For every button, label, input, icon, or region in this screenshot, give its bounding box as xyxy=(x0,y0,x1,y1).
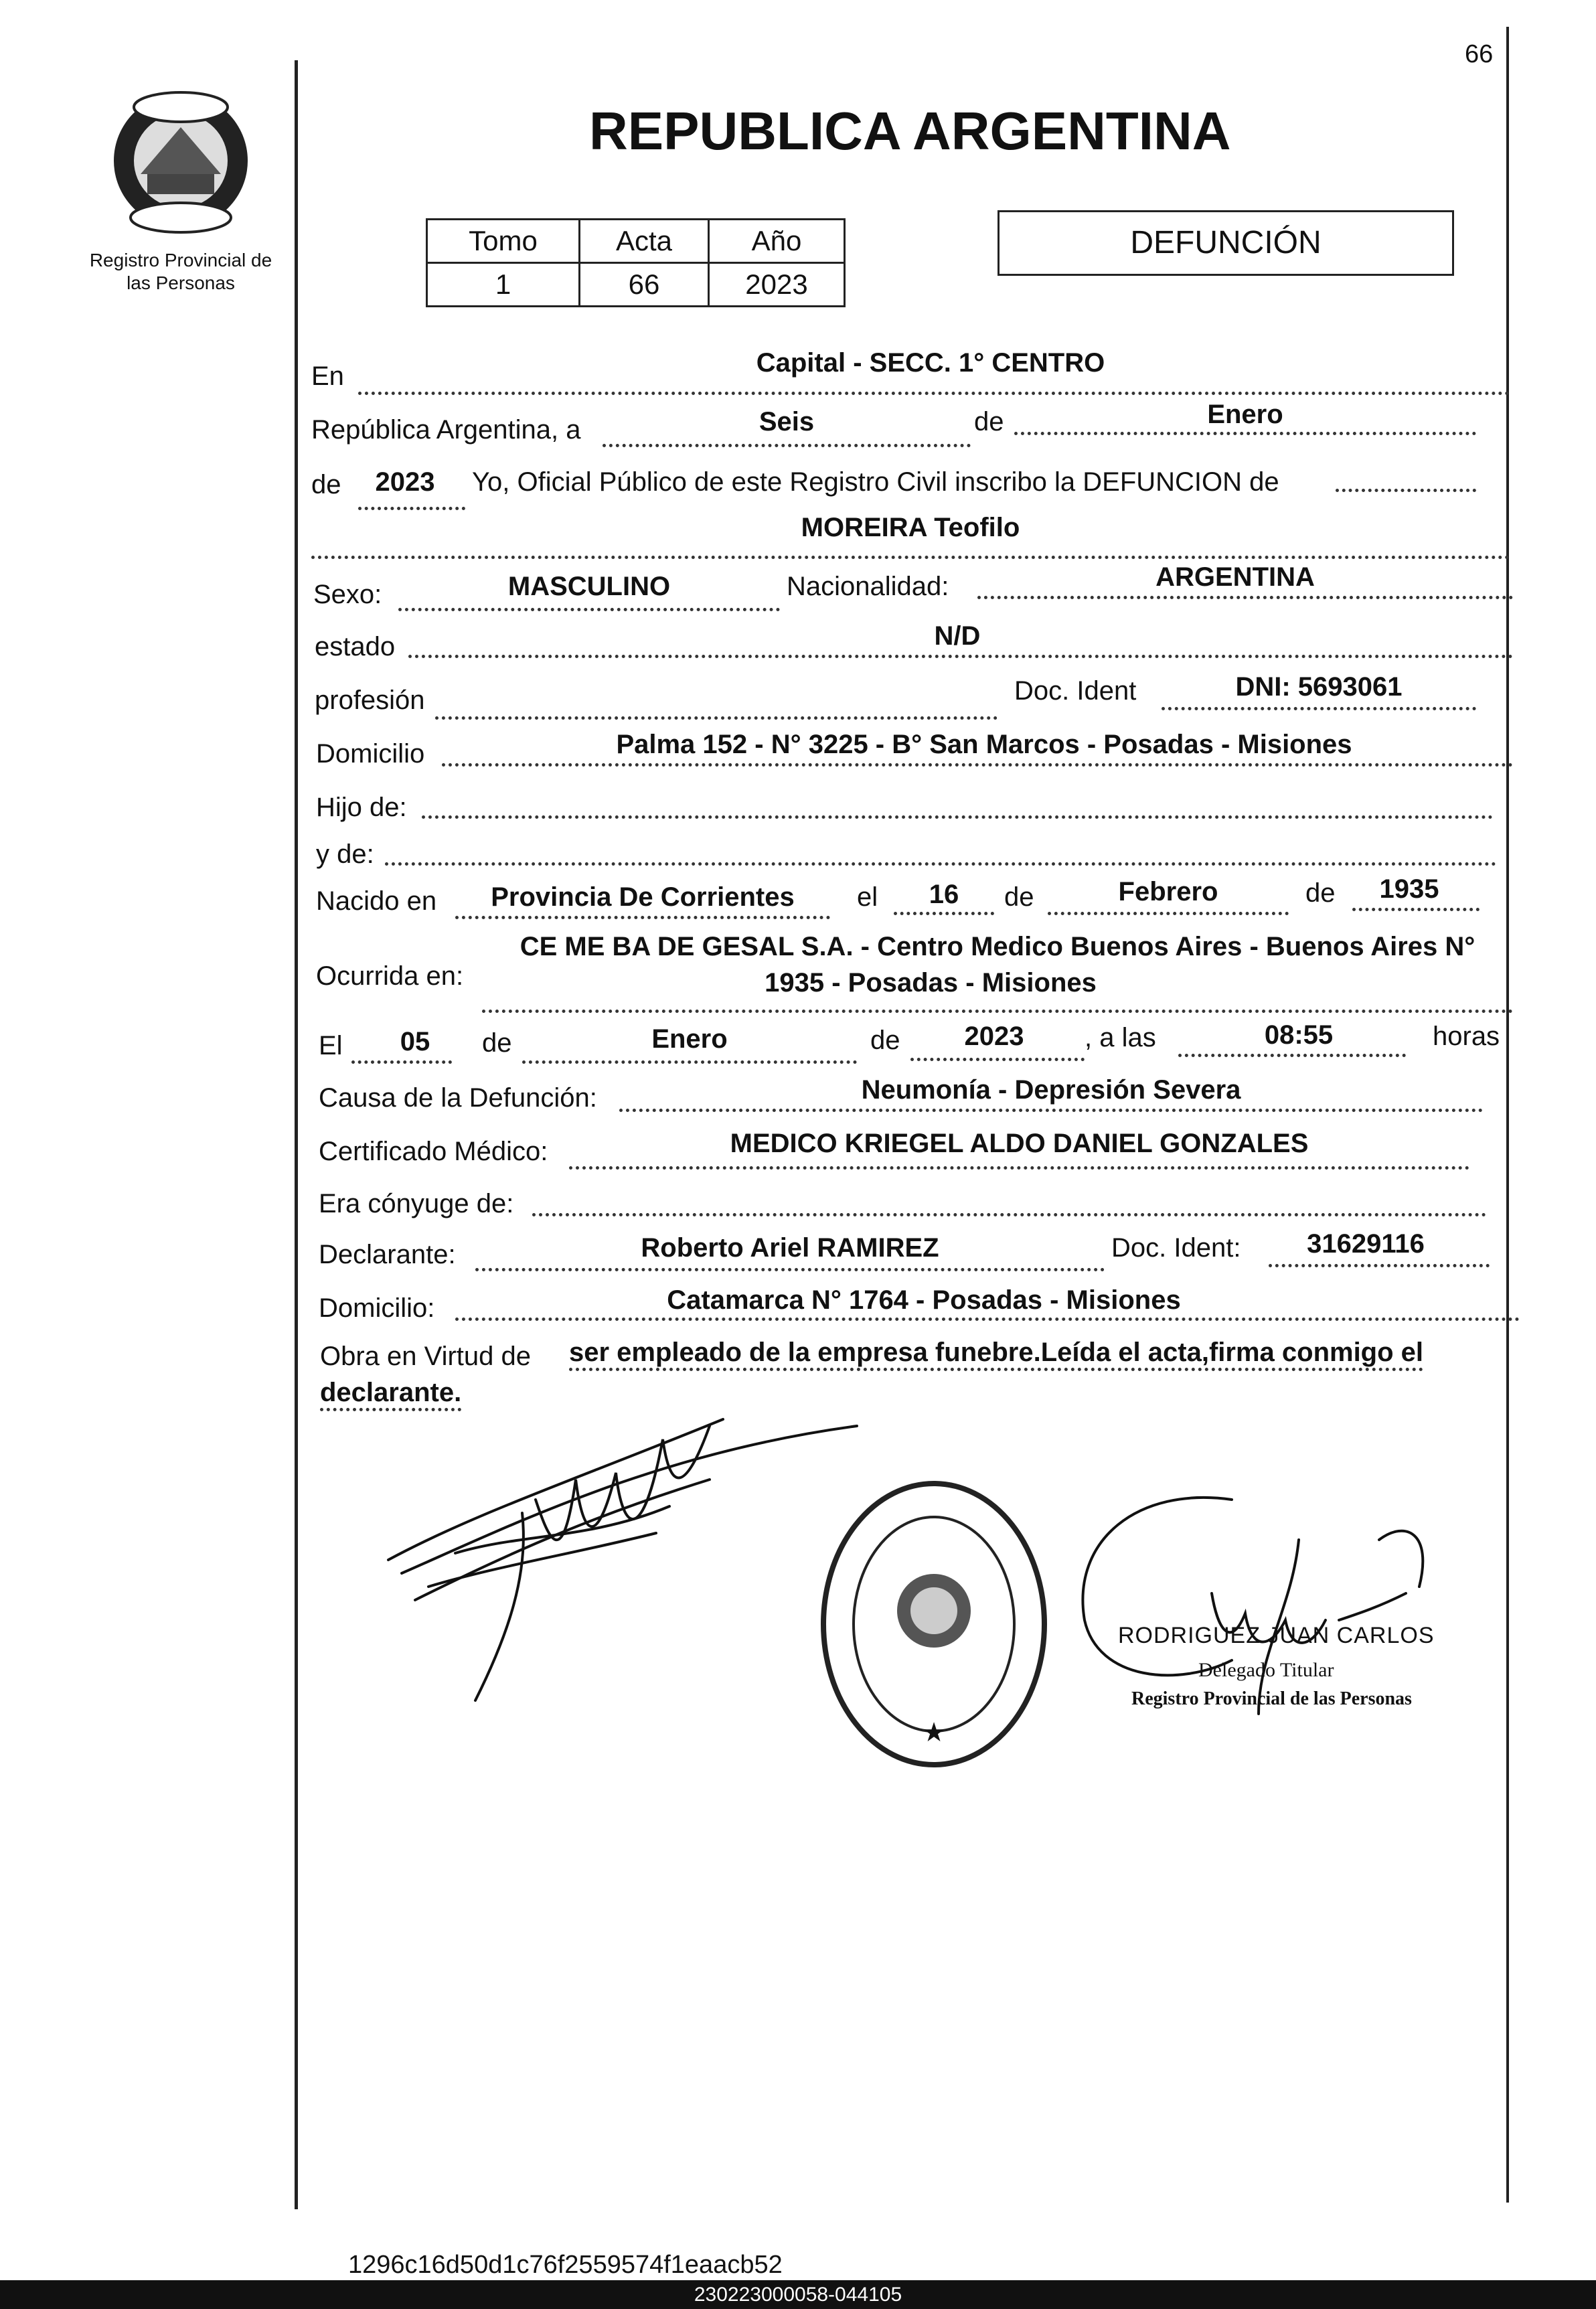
label-a-las: , a las xyxy=(1085,1023,1156,1052)
table-header-acta: Acta xyxy=(580,220,709,263)
dotted-line xyxy=(385,862,1496,866)
value-domicilio: Palma 152 - N° 3225 - B° San Marcos - Posadas - Misiones xyxy=(616,730,1352,759)
value-declarante: Roberto Ariel RAMIREZ xyxy=(641,1233,939,1263)
dotted-line xyxy=(1336,489,1476,492)
record-table xyxy=(426,218,846,307)
barcode-text: 230223000058-044105 xyxy=(694,2284,902,2306)
label-nacionalidad: Nacionalidad: xyxy=(787,572,949,601)
label-conyuge: Era cónyuge de: xyxy=(319,1189,514,1218)
logo-caption xyxy=(67,249,295,295)
registrar-title: Delegado Titular xyxy=(1198,1659,1334,1681)
table-value-tomo: 1 xyxy=(427,263,580,307)
label-ocurrida-en: Ocurrida en: xyxy=(316,961,464,991)
label-profesion: profesión xyxy=(315,686,425,715)
dotted-line xyxy=(1162,707,1476,710)
value-nacionalidad: ARGENTINA xyxy=(1155,562,1315,592)
left-margin-rule xyxy=(295,60,298,2209)
label-de-c: de xyxy=(482,1028,512,1058)
label-sexo: Sexo: xyxy=(313,580,382,609)
dotted-line xyxy=(442,763,1513,767)
value-sexo: MASCULINO xyxy=(507,572,671,601)
label-de-b: de xyxy=(1305,878,1336,908)
value-def-hora: 08:55 xyxy=(1264,1020,1334,1050)
dotted-line xyxy=(603,444,971,447)
label-domicilio: Domicilio xyxy=(316,739,425,769)
label-causa: Causa de la Defunción: xyxy=(319,1083,597,1113)
value-anio: 2023 xyxy=(375,467,435,497)
label-declarante: Declarante: xyxy=(319,1240,456,1269)
value-doc-ident: DNI: 5693061 xyxy=(1235,672,1403,702)
value-def-dia: 05 xyxy=(400,1027,430,1056)
table-value-acta: 66 xyxy=(580,263,709,307)
dotted-line xyxy=(1178,1054,1406,1057)
logo-caption-line2: las Personas xyxy=(127,272,235,293)
registrar-name: RODRIGUEZ JUAN CARLOS xyxy=(1118,1623,1435,1648)
dotted-line xyxy=(1352,908,1480,911)
label-de-2: de xyxy=(311,470,341,499)
label-de-d: de xyxy=(870,1026,900,1055)
value-declarante-doc: 31629116 xyxy=(1307,1229,1425,1259)
dotted-line xyxy=(398,608,780,611)
document-title: REPUBLICA ARGENTINA xyxy=(589,101,1231,161)
label-horas: horas xyxy=(1433,1022,1500,1051)
dotted-line xyxy=(522,1060,857,1064)
dotted-line xyxy=(311,556,1510,559)
label-de-a: de xyxy=(1004,882,1034,912)
svg-text:★: ★ xyxy=(922,1718,946,1747)
value-nombre: MOREIRA Teofilo xyxy=(801,513,1020,542)
value-lugar: Capital - SECC. 1° CENTRO xyxy=(756,348,1105,378)
value-estado: N/D xyxy=(934,621,981,651)
value-declarante-domicilio: Catamarca N° 1764 - Posadas - Misiones xyxy=(667,1285,1181,1315)
value-nac-anio: 1935 xyxy=(1379,874,1439,904)
label-estado: estado xyxy=(315,632,396,661)
value-nac-dia: 16 xyxy=(929,880,959,909)
dotted-line xyxy=(1269,1264,1490,1267)
value-dia-texto: Seis xyxy=(759,407,815,436)
value-ocurrida-line1: CE ME BA DE GESAL S.A. - Centro Medico Buenos Aires - Buenos Aires N° xyxy=(520,932,1475,961)
dotted-line xyxy=(351,1060,452,1064)
label-certificado: Certificado Médico: xyxy=(319,1137,548,1166)
logo-caption-line1: Registro Provincial de xyxy=(89,250,272,270)
label-de: de xyxy=(974,407,1004,436)
label-hijo-de: Hijo de: xyxy=(316,793,407,822)
dotted-line xyxy=(435,716,998,720)
label-y-de: y de: xyxy=(316,840,374,869)
table-value-anio: 2023 xyxy=(709,263,845,307)
label-nacido-en: Nacido en xyxy=(316,886,437,916)
dotted-line xyxy=(1014,432,1476,435)
value-certificado: MEDICO KRIEGEL ALDO DANIEL GONZALES xyxy=(730,1129,1309,1158)
page-number: 66 xyxy=(1465,40,1494,68)
label-el-upper: El xyxy=(319,1031,343,1060)
dotted-line xyxy=(532,1213,1486,1216)
dotted-line xyxy=(894,912,994,915)
table-header-anio: Año xyxy=(709,220,845,263)
value-ocurrida-line2: 1935 - Posadas - Misiones xyxy=(765,968,1097,998)
label-el: el xyxy=(857,882,878,912)
value-causa: Neumonía - Depresión Severa xyxy=(861,1075,1241,1105)
dotted-line xyxy=(455,1318,1520,1321)
dotted-line xyxy=(1048,912,1289,915)
label-en: En xyxy=(311,362,344,391)
provincia-de-misiones-emblem-icon xyxy=(100,80,261,241)
dotted-line xyxy=(619,1109,1483,1112)
label-republica-a: República Argentina, a xyxy=(311,415,581,445)
label-doc-ident: Doc. Ident xyxy=(1014,676,1137,706)
dotted-line xyxy=(569,1166,1469,1170)
right-margin-rule xyxy=(1506,27,1509,2203)
table-header-tomo: Tomo xyxy=(427,220,580,263)
record-table-value-row xyxy=(427,263,845,307)
dotted-line xyxy=(475,1268,1105,1271)
label-doc-ident-2: Doc. Ident: xyxy=(1111,1233,1241,1263)
oval-official-seal-icon xyxy=(817,1477,1051,1771)
record-table-header-row xyxy=(427,220,845,263)
declarant-signature xyxy=(375,1399,884,1714)
dotted-line xyxy=(977,596,1513,599)
value-nacido-en: Provincia De Corrientes xyxy=(491,882,795,912)
document-hash: 1296c16d50d1c76f2559574f1eaacb52 xyxy=(348,2251,783,2279)
dotted-line xyxy=(408,655,1513,658)
dotted-line xyxy=(455,916,830,919)
registrar-office: Registro Provincial de las Personas xyxy=(1131,1688,1412,1709)
dotted-line xyxy=(422,815,1493,819)
value-def-mes: Enero xyxy=(651,1024,728,1054)
value-nac-mes: Febrero xyxy=(1118,877,1218,906)
value-mes-texto: Enero xyxy=(1207,400,1283,429)
value-def-anio: 2023 xyxy=(964,1022,1024,1051)
dotted-line xyxy=(358,507,465,510)
value-obra-line1: ser empleado de la empresa funebre.Leída el acta,firma conmigo el xyxy=(569,1338,1423,1371)
label-obra-en-virtud: Obra en Virtud de xyxy=(320,1342,532,1371)
footer-bar xyxy=(0,2280,1596,2309)
record-type-box: DEFUNCIÓN xyxy=(998,210,1454,276)
dotted-line xyxy=(910,1058,1085,1061)
dotted-line xyxy=(358,392,1510,395)
dotted-line xyxy=(482,1010,1513,1013)
label-yo-oficial: Yo, Oficial Público de este Registro Civil inscribo la DEFUNCION de xyxy=(472,467,1279,497)
label-domicilio-2: Domicilio: xyxy=(319,1293,435,1323)
value-obra-line2: declarante. xyxy=(320,1378,461,1411)
